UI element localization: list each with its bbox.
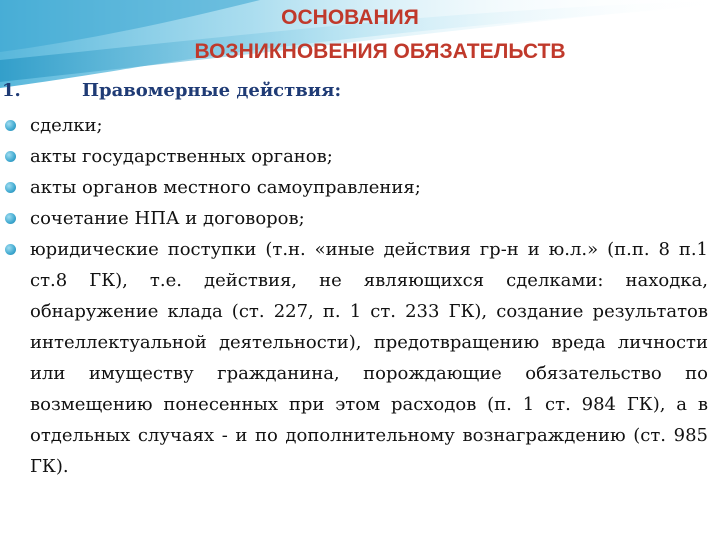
list-item-text: юридические поступки (т.н. «иные действия гр-н и ю.л.» (п.п. 8 п.1 ст.8 ГК), т.е. действия, не являющихся сделками: находка, обнаружение клада (ст. 227, п. 1 ст. 233 ГК), создание результатов интеллектуальной деятельности), предотвращению вреда личности или имуществу гражданина, порождающие обязательство по возмещению понесенных при этом расходов (п. 1 ст. 984 ГК), а в отдельных случаях - и по дополнительному вознаграждению (ст. 985 ГК).	[30, 239, 708, 477]
section-number: 1.	[2, 80, 21, 101]
bullet-icon	[5, 182, 16, 193]
list-item	[0, 203, 712, 234]
bullet-icon	[5, 213, 16, 224]
list-item	[0, 234, 712, 482]
list-item-text: сделки;	[30, 115, 103, 136]
list-item-text: сочетание НПА и договоров;	[30, 208, 305, 229]
list-item	[0, 110, 712, 141]
bullet-icon	[5, 244, 16, 255]
bullet-list	[0, 110, 712, 482]
page-title-line-2: ВОЗНИКНОВЕНИЯ ОБЯЗАТЕЛЬСТВ	[194, 40, 566, 63]
list-item	[0, 141, 712, 172]
page-title-line-1: ОСНОВАНИЯ	[281, 6, 419, 29]
list-item	[0, 172, 712, 203]
list-item-text: акты государственных органов;	[30, 146, 333, 167]
bullet-icon	[5, 120, 16, 131]
list-item-text: акты органов местного самоуправления;	[30, 177, 421, 198]
section-heading: Правомерные действия:	[82, 80, 342, 101]
bullet-icon	[5, 151, 16, 162]
